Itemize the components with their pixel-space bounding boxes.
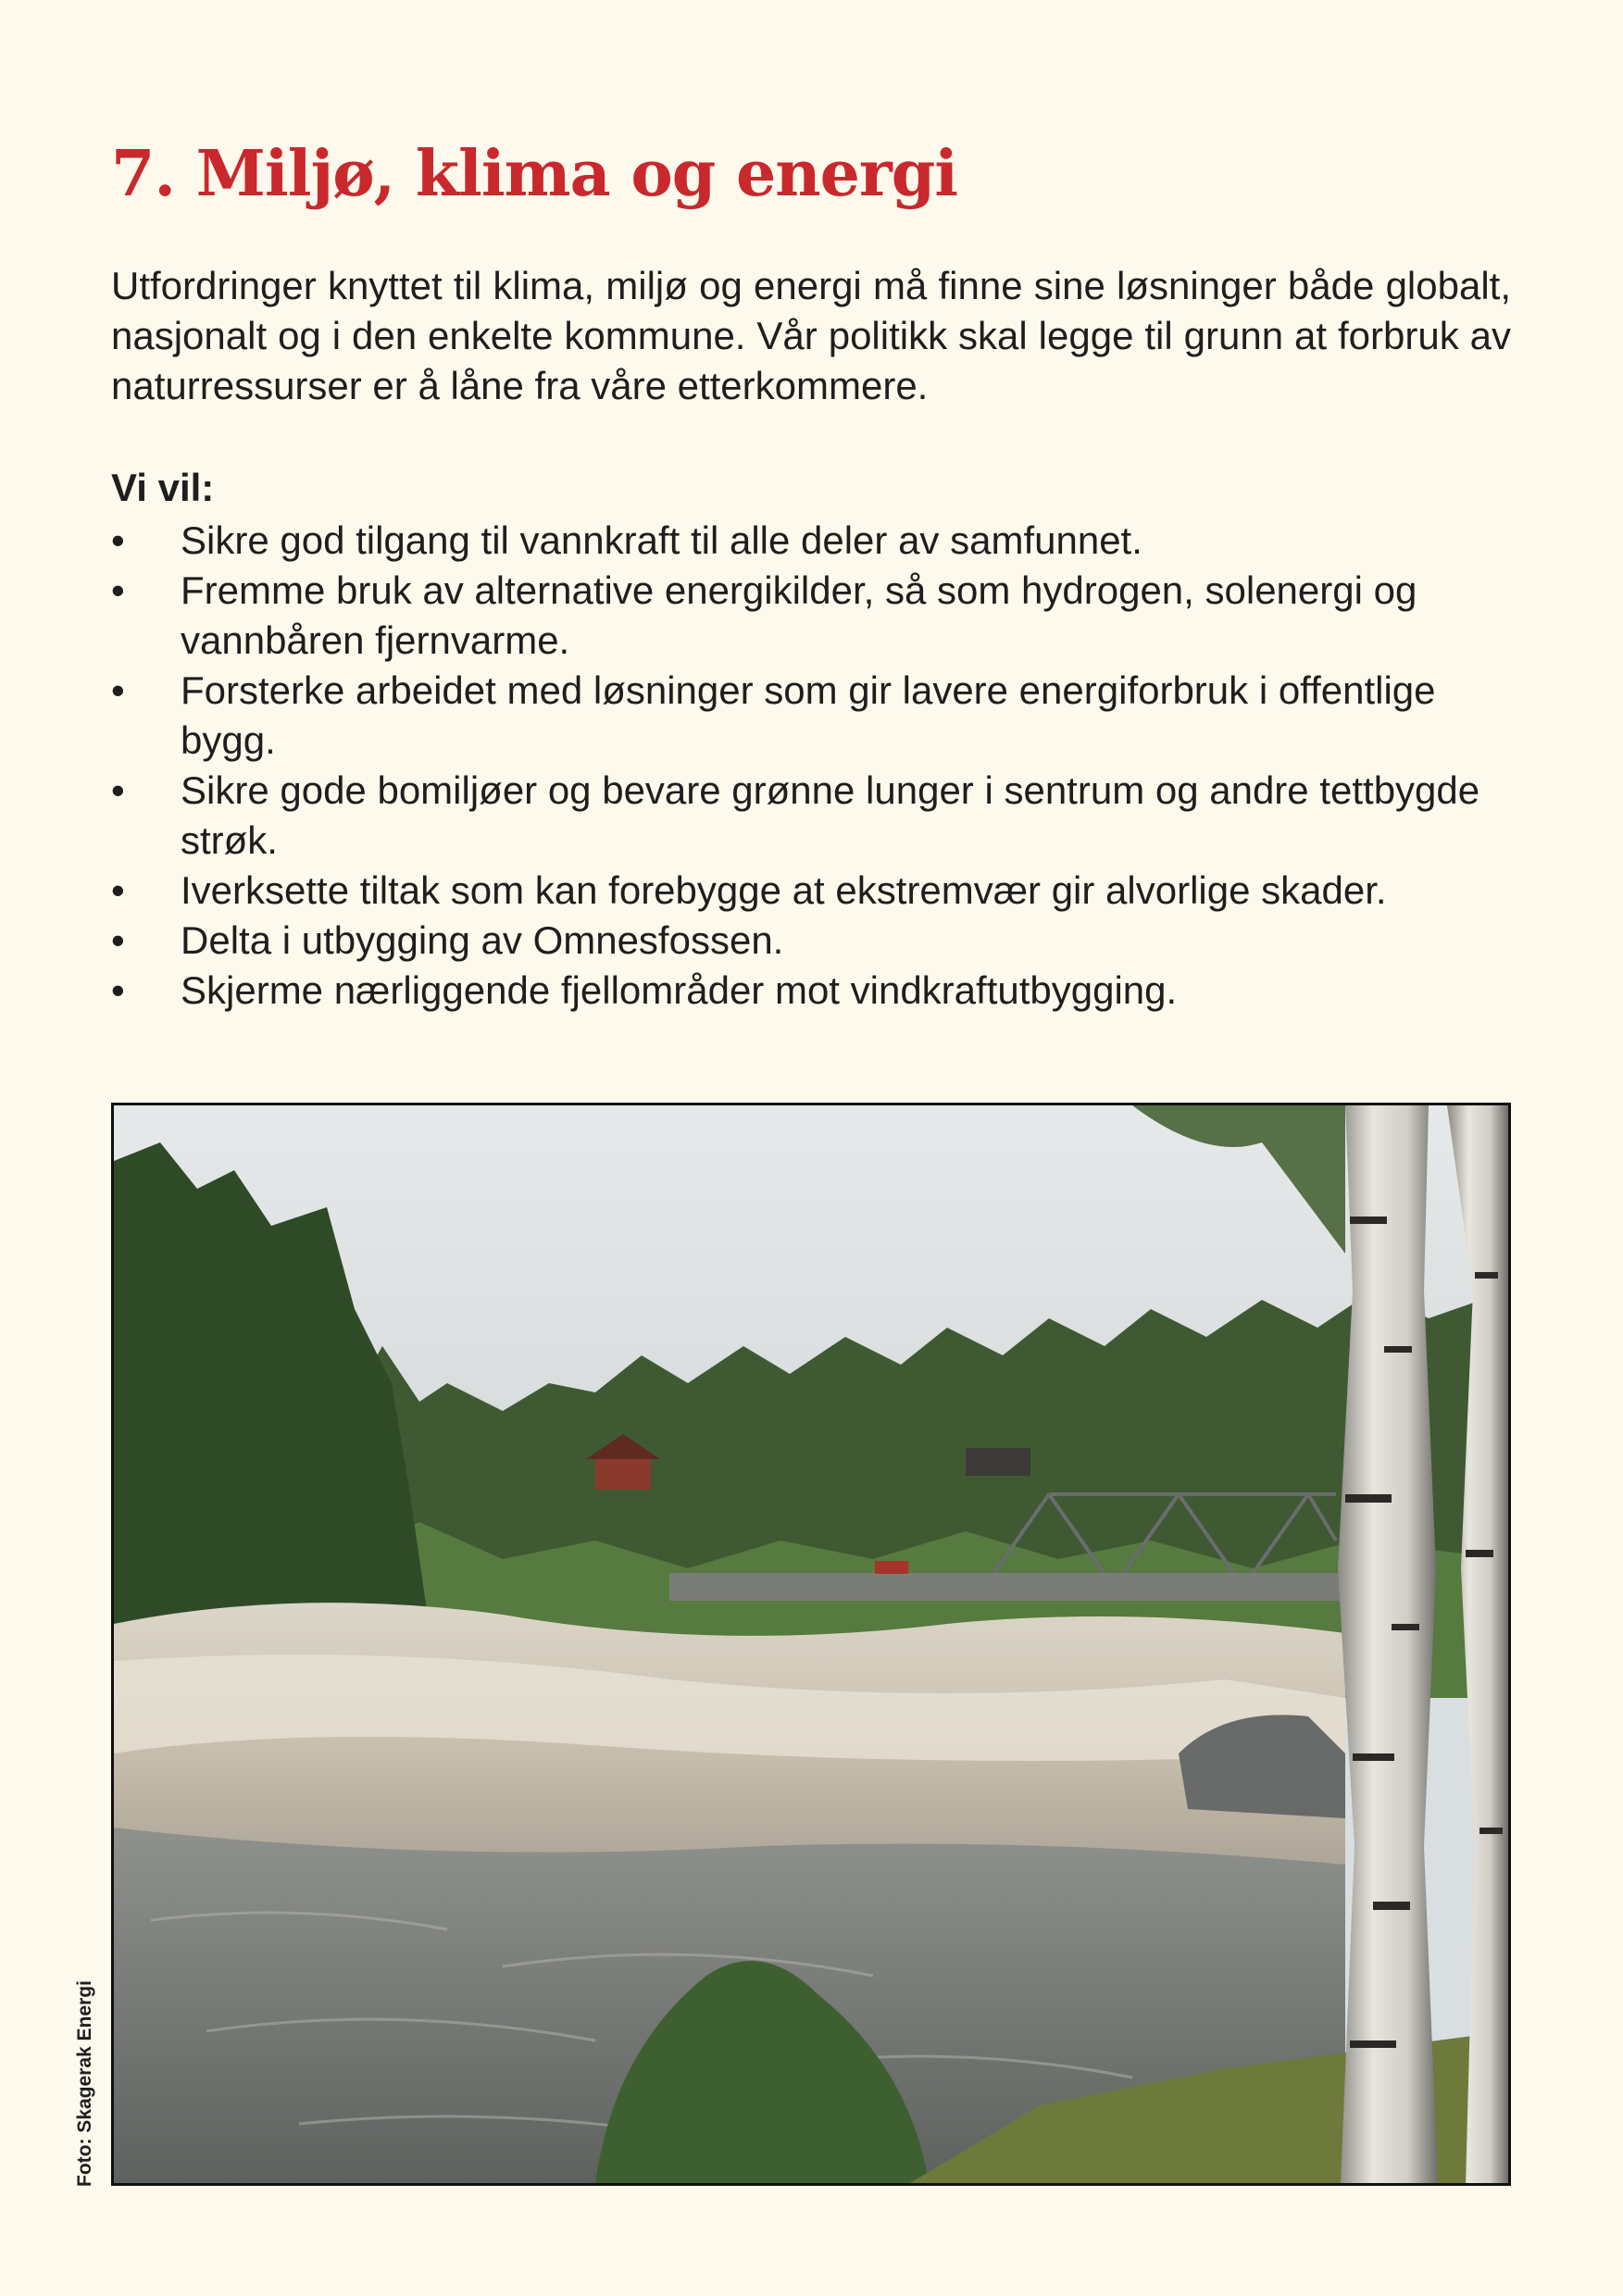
list-item-text: Sikre god tilgang til vannkraft til alle deler av samfunnet. [181, 518, 1142, 562]
list-item [111, 916, 1528, 966]
list-item-text: Skjerme nærliggende fjellområder mot vindkraftutbygging. [181, 968, 1178, 1012]
bullet-icon: • [111, 868, 125, 912]
list-item-text: Forsterke arbeidet med løsninger som gir lavere energiforbruk i offentlige bygg. [181, 668, 1436, 762]
policy-list [111, 516, 1528, 1016]
bullet-icon: • [111, 568, 125, 612]
list-item [111, 966, 1528, 1016]
list-item-text: Sikre gode bomiljøer og bevare grønne lunger i sentrum og andre tettbygde strøk. [181, 768, 1480, 862]
bullet-icon: • [111, 918, 125, 962]
bullet-icon: • [111, 518, 125, 562]
list-item [111, 566, 1528, 666]
bullet-icon: • [111, 768, 125, 812]
list-item [111, 766, 1528, 866]
photo-credit: Foto: Skagerak Energi [74, 1980, 95, 2187]
list-item [111, 866, 1528, 916]
page-title: 7. Miljø, klima og energi [111, 137, 958, 211]
intro-paragraph: Utfordringer knyttet til klima, miljø og energi må finne sine løsninger både globalt, nasjonalt og i den enkelte kommune. Vår politikk skal legge til grunn at forbruk av naturressurser er å låne fra våre etterkommere. [111, 264, 1511, 407]
list-heading: Vi vil: [111, 466, 215, 509]
waterfall-photo [111, 1103, 1511, 2186]
bullet-icon: • [111, 668, 125, 712]
list-item [111, 666, 1528, 766]
waterfall-illustration [114, 1105, 1508, 2183]
list-item [111, 516, 1528, 566]
list-item-text: Fremme bruk av alternative energikilder, så som hydrogen, solenergi og vannbåren fjernvarme. [181, 568, 1417, 662]
list-item-text: Delta i utbygging av Omnesfossen. [181, 918, 784, 962]
bullet-icon: • [111, 968, 125, 1012]
list-item-text: Iverksette tiltak som kan forebygge at ekstremvær gir alvorlige skader. [181, 868, 1387, 912]
